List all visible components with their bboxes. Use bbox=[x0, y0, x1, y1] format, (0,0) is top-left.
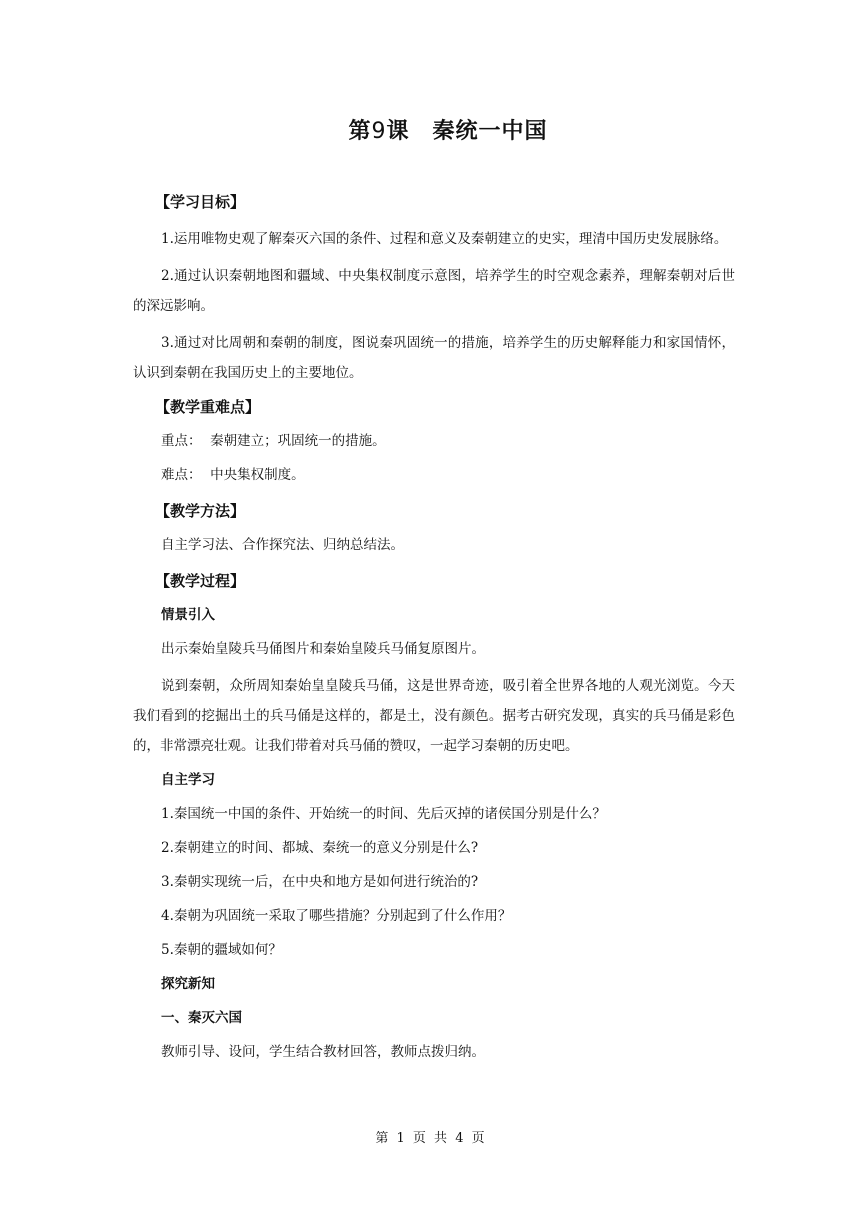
question-2: 2.秦朝建立的时间、都城、秦统一的意义分别是什么? bbox=[161, 840, 479, 856]
document-body bbox=[133, 188, 735, 1074]
title-prefix: 第 bbox=[348, 119, 372, 144]
objectives-heading: 【学习目标】 bbox=[155, 193, 246, 211]
title-number: 9 bbox=[371, 119, 387, 144]
intro-line: 出示秦始皇陵兵马俑图片和秦始皇陵兵马俑复原图片。 bbox=[161, 641, 485, 657]
keypoints-heading: 【教学重难点】 bbox=[155, 398, 261, 416]
self-study-heading: 自主学习 bbox=[161, 772, 215, 788]
process-heading: 【教学过程】 bbox=[155, 572, 246, 590]
part1-line: 教师引导、设问，学生结合教材回答，教师点拨归纳。 bbox=[161, 1044, 485, 1060]
intro-paragraph: 说到秦朝，众所周知秦始皇皇陵兵马俑，这是世界奇迹，吸引着全世界各地的人观光浏览。今天我们看到的挖掘出土的兵马俑是这样的，都是土，没有颜色。据考古研究发现，真实的兵马俑是彩色的，非常漂亮壮观。让我们带着对兵马俑的赞叹，一起学习秦朝的历史吧。 bbox=[133, 678, 735, 754]
question-3: 3.秦朝实现统一后，在中央和地方是如何进行统治的? bbox=[161, 874, 479, 890]
question-4: 4.秦朝为巩固统一采取了哪些措施？分别起到了什么作用？ bbox=[161, 908, 512, 924]
question-5: 5.秦朝的疆域如何？ bbox=[161, 942, 282, 958]
methods-heading: 【教学方法】 bbox=[155, 502, 246, 520]
question-1: 1.秦国统一中国的条件、开始统一的时间、先后灭掉的诸侯国分别是什么？ bbox=[161, 806, 606, 822]
lesson-title bbox=[0, 114, 860, 145]
objective-1: 1.运用唯物史观了解秦灭六国的条件、过程和意义及秦朝建立的史实，理清中国历史发展脉络。 bbox=[161, 231, 728, 247]
keypoint-line: 重点： 秦朝建立；巩固统一的措施。 bbox=[161, 433, 386, 449]
explore-heading: 探究新知 bbox=[161, 976, 215, 992]
intro-heading: 情景引入 bbox=[161, 607, 215, 623]
part1-heading: 一、秦灭六国 bbox=[161, 1010, 242, 1026]
page-footer: 第 1 页 共 4 页 bbox=[375, 1131, 485, 1146]
objective-3: 3.通过对比周朝和秦朝的制度，图说秦巩固统一的措施，培养学生的历史解释能力和家国情怀，认识到秦朝在我国历史上的主要地位。 bbox=[133, 335, 735, 381]
difficulty-line: 难点： 中央集权制度。 bbox=[161, 467, 305, 483]
methods-line: 自主学习法、合作探究法、归纳总结法。 bbox=[161, 537, 404, 553]
objective-2: 2.通过认识秦朝地图和疆域、中央集权制度示意图，培养学生的时空观念素养，理解秦朝对后世的深远影响。 bbox=[133, 268, 735, 314]
title-suffix: 课 秦统一中国 bbox=[386, 119, 548, 144]
